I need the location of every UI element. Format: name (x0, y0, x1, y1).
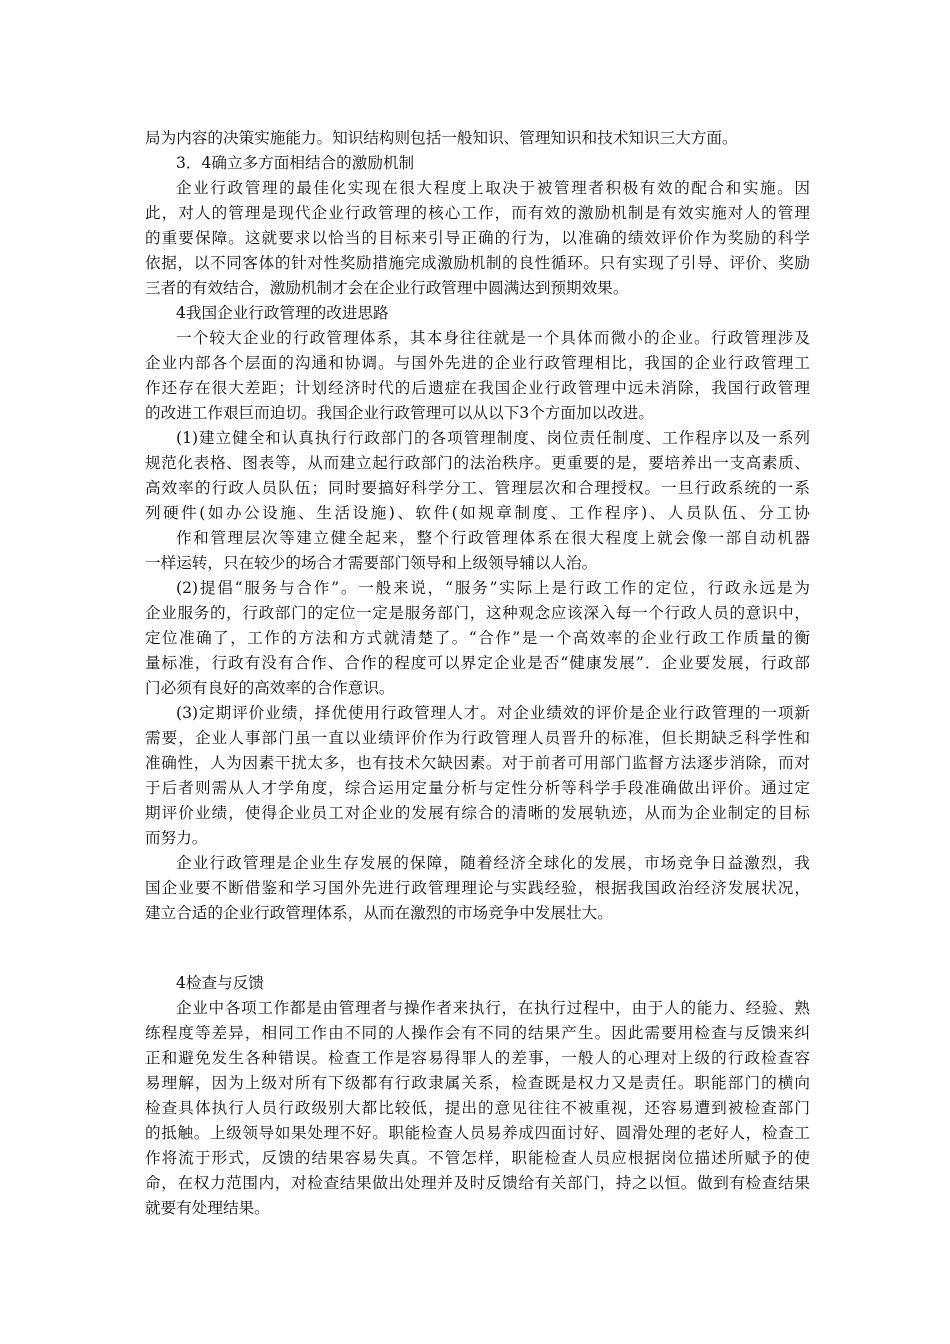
paragraph-line: 企业行政管理的最佳化实现在很大程度上取决于被管理者积极有效的配合和实施。因 (176, 179, 810, 197)
paragraph-line: 建立合适的企业行政管理体系，从而在激烈的市场竞争中发展壮大。 (145, 904, 613, 922)
paragraph-line: 命，在权力范围内，对检查结果做出处理并及时反馈给有关部门，持之以恒。做到有检查结果 (145, 1174, 810, 1192)
paragraph-line: 高效率的行政人员队伍；同时要搞好科学分工、管理层次和合理授权。一旦行政系统的一系 (145, 479, 810, 497)
paragraph-line: 期评价业绩，使得企业员工对企业的发展有综合的清晰的发展轨迹，从而为企业制定的目标 (145, 804, 810, 822)
paragraph-line: 于后者则需从人才学角度，综合运用定量分析与定性分析等科学手段准确做出评价。通过定 (145, 779, 810, 797)
paragraph-line: 三者的有效结合，激励机制才会在企业行政管理中圆满达到预期效果。 (145, 279, 629, 297)
section-heading: 4我国企业行政管理的改进思路 (176, 304, 389, 322)
paragraph-line: 需要，企业人事部门虽一直以业绩评价作为行政管理人员晋升的标准，但长期缺乏科学性和 (145, 729, 810, 747)
paragraph-line: (2)提倡“服务与合作”。一般来说，“服务”实际上是行政工作的定位，行政永远是为 (176, 579, 810, 597)
paragraph-line: 而努力。 (145, 829, 208, 847)
paragraph-line: 列硬件(如办公设施、生活设施)、软件(如规章制度、工作程序)、人员队伍、分工协 (145, 504, 810, 522)
paragraph-line: 准确性，人为因素干扰太多，也有技术欠缺因素。对于前者可用部门监督方法逐步消除，而对 (145, 754, 810, 772)
paragraph-line: 一样运转，只在较少的场合才需要部门领导和上级领导辅以人治。 (145, 554, 598, 572)
paragraph-line: 此，对人的管理是现代企业行政管理的核心工作，而有效的激励机制是有效实施对人的管理 (145, 204, 810, 222)
paragraph-line: 的改进工作艰巨而迫切。我国企业行政管理可以从以下3个方面加以改进。 (145, 404, 654, 422)
paragraph-line: (1)建立健全和认真执行行政部门的各项管理制度、岗位责任制度、工作程序以及一系列 (176, 429, 810, 447)
paragraph-line: 门必须有良好的高效率的合作意识。 (145, 679, 395, 697)
paragraph-line: 一个较大企业的行政管理体系，其本身往往就是一个具体而微小的企业。行政管理涉及 (176, 329, 810, 347)
paragraph-line: 的抵触。上级领导如果处理不好。职能检查人员易养成四面讨好、圆滑处理的老好人，检查工 (145, 1124, 810, 1142)
paragraph-line: 的重要保障。这就要求以恰当的目标来引导正确的行为，以准确的绩效评价作为奖励的科学 (145, 229, 810, 247)
paragraph-line: 企业行政管理是企业生存发展的保障，随着经济全球化的发展，市场竞争日益激烈，我 (176, 854, 810, 872)
paragraph-line: 作将流于形式，反馈的结果容易失真。不管怎样，职能检查人员应根据岗位描述所赋予的使 (145, 1149, 810, 1167)
paragraph-line: 企业服务的，行政部门的定位一定是服务部门，这种观念应该深入每一个行政人员的意识中， (145, 604, 810, 622)
paragraph-line: 量标准，行政有没有合作、合作的程度可以界定企业是否“健康发展”．企业要发展，行政部 (145, 654, 810, 672)
paragraph-line: 依据，以不同客体的针对性奖励措施完成激励机制的良性循环。只有实现了引导、评价、奖励 (145, 254, 810, 272)
paragraph-line: 练程度等差异，相同工作由不同的人操作会有不同的结果产生。因此需要用检查与反馈来纠 (145, 1024, 810, 1042)
paragraph-line: 企业内部各个层面的沟通和协调。与国外先进的企业行政管理相比，我国的企业行政管理工 (145, 354, 810, 372)
paragraph-line: 作和管理层次等建立健全起来，整个行政管理体系在很大程度上就会像一部自动机器 (176, 529, 810, 547)
paragraph-line: 检查具体执行人员行政级别大都比较低，提出的意见往往不被重视，还容易遭到被检查部门 (145, 1099, 810, 1117)
paragraph-line: 国企业要不断借鉴和学习国外先进行政管理理论与实践经验，根据我国政治经济发展状况， (145, 879, 810, 897)
paragraph-line: 企业中各项工作都是由管理者与操作者来执行，在执行过程中，由于人的能力、经验、熟 (176, 999, 810, 1017)
paragraph-line: 易理解，因为上级对所有下级都有行政隶属关系，检查既是权力又是责任。职能部门的横向 (145, 1074, 810, 1092)
paragraph-line: 局为内容的决策实施能力。知识结构则包括一般知识、管理知识和技术知识三大方面。 (145, 129, 738, 147)
section-heading: 3．4确立多方面相结合的激励机制 (176, 154, 415, 172)
paragraph-line: 定位准确了，工作的方法和方式就清楚了。“合作”是一个高效率的企业行政工作质量的衡 (145, 629, 810, 647)
paragraph-line: 规范化表格、图表等，从而建立起行政部门的法治秩序。更重要的是，要培养出一支高素质、 (145, 454, 810, 472)
section-heading: 4检查与反馈 (176, 974, 264, 992)
paragraph-line: 正和避免发生各种错误。检查工作是容易得罪人的差事，一般人的心理对上级的行政检查容 (145, 1049, 810, 1067)
paragraph-line: 就要有处理结果。 (145, 1199, 270, 1217)
paragraph-line: (3)定期评价业绩，择优使用行政管理人才。对企业绩效的评价是企业行政管理的一项新 (176, 704, 810, 722)
paragraph-line: 作还存在很大差距；计划经济时代的后遗症在我国企业行政管理中远未消除，我国行政管理 (145, 379, 810, 397)
